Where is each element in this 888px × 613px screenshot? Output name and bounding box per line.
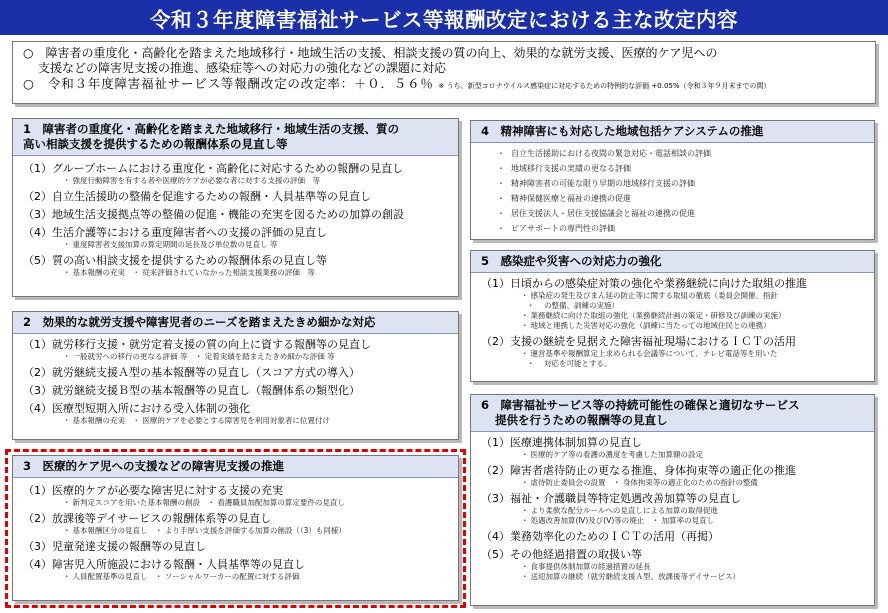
section-4-heading: 4 精神障害にも対応した地域包括ケアシステムの推進 [471, 121, 874, 143]
section-2-item-1-sub-1: ・ 一般就労への移行の更なる評価 等 ・ 定着実績を踏まえたきめ細かな評価 等 [23, 352, 452, 362]
section-5-box [470, 250, 875, 382]
section-6-item-1-sub-1: ・ 医療的ケア等の看護の濃度を考慮した加算額の設定 [481, 450, 868, 460]
section-5-item-1: （1）日頃からの感染症対策の強化や業務継続に向けた取組の推進 [481, 277, 807, 290]
section-6-item-1: （1）医療連携体制加算の見直し [481, 436, 642, 449]
section-4-bullet-2: ・ 地域移行支援の実績の更なる評価 [485, 161, 868, 176]
section-6-box [470, 394, 875, 606]
revision-rate-note: ※ うち、新型コロナウイルス感染症に対応するための特例的な評価 +0.05%（令和３年９月末までの間） [438, 82, 771, 90]
summary-line-3 [23, 76, 867, 94]
section-6-item-2-sub-1: ・ 虐待防止委員会の設置 ・ 身体拘束等の適正化のための指針の整備 [481, 478, 868, 488]
section-1-item-1-sub-1: ・ 強度行動障害を有する者や医療的ケアが必要な者に対する支援の評価 等 [23, 176, 452, 186]
section-5-item-1-sub-4: ・ 地域と連携した災害対応の強化（訓練に当たっての地域住民との連携） [481, 321, 868, 331]
section-1-item-2: （2）自立生活援助の整備を促進するための報酬・人員基準等の見直し [23, 190, 371, 203]
revision-rate: ○ 令和３年度障害福祉サービス等報酬改定の改定率：＋０．５６％ [23, 76, 434, 91]
section-2-item-4-sub-1: ・ 基本報酬の充実 ・ 医療的ケアを必要とする障害児を利用対象者に位置付け [23, 416, 452, 426]
section-3-item-4-sub-1: ・ 人員配置基準の見直し ・ ソーシャルワーカーの配置に対する評価 [23, 572, 452, 582]
section-2-item-3: （3）就労継続支援Ｂ型の基本報酬等の見直し（報酬体系の類型化） [23, 384, 360, 397]
section-5-item-1-sub-2: ・ の整備、訓練の実施） [481, 301, 868, 311]
section-1-item-5: （5）質の高い相談支援を提供するための報酬体系の見直し等 [23, 254, 327, 267]
section-2-item-1: （1）就労移行支援・就労定着支援の質の向上に資する報酬等の見直し [23, 338, 371, 351]
section-4-bullet-1: ・ 自立生活援助における夜間の緊急対応・電話相談の評価 [485, 146, 868, 161]
section-6-item-3-sub-1: ・ より柔軟な配分ルールへの見直しによる加算の取得促進 [481, 506, 868, 516]
section-5-item-1-sub-1: ・ 感染症の発生及びまん延の防止等に関する取組の徹底（委員会開催、指針 [481, 291, 868, 301]
section-4-bullet-6: ・ ピアサポートの専門性の評価 [485, 221, 868, 236]
section-1-heading-line-1: 1 障害者の重度化・高齢化を踏まえた地域移行・地域生活の支援、質の [23, 122, 399, 136]
section-2-item-2: （2）就労継続支援Ａ型の基本報酬等の見直し（スコア方式の導入） [23, 366, 360, 379]
section-6-item-4: （4）業務効率化のためのＩＣＴの活用（再掲） [481, 530, 719, 543]
section-5-item-2: （2）支援の継続を見据えた障害福祉現場におけるＩＣＴの活用 [481, 335, 796, 348]
section-1-item-3: （3）地域生活支援拠点等の整備の促進・機能の充実を図るための加算の創設 [23, 208, 404, 221]
section-4-bullet-3: ・ 精神障害者の可能な限り早期の地域移行支援の評価 [485, 176, 868, 191]
section-2-body [13, 334, 458, 426]
section-1-item-1: （1）グループホームにおける重度化・高齢化に対応するための報酬の見直し [23, 162, 404, 175]
section-6-item-5-sub-2: ・ 送迎加算の継続（就労継続支援Ａ型、放課後等デイサービス） [481, 572, 868, 582]
section-6-heading-line-2: 提供を行うための報酬等の見直し [495, 413, 668, 427]
section-6-item-2: （2）障害者虐待防止の更なる推進、身体拘束等の適正化の推進 [481, 464, 796, 477]
section-5-item-2-sub-1: ・ 運営基準や報酬算定上求められる会議等について、テレビ電話等を用いた [481, 349, 868, 359]
section-4-body [471, 143, 874, 236]
section-6-item-3: （3）福祉・介護職員等特定処遇改善加算等の見直し [481, 492, 741, 505]
section-1-box [12, 118, 459, 297]
section-6-item-5: （5）その他経過措置の取扱い等 [481, 548, 642, 561]
section-2-item-4: （4）医療型短期入所における受入体制の強化 [23, 402, 250, 415]
section-1-item-4: （4）生活介護等における重度障害者への支援の評価の見直し [23, 226, 327, 239]
section-5-body [471, 273, 874, 369]
highlight-frame [5, 449, 466, 608]
section-4-bullet-5: ・ 居住支援法人・居住支援協議会と福祉の連携の促進 [485, 206, 868, 221]
section-6-body [471, 432, 874, 582]
section-3-item-1-sub-1: ・ 新判定スコアを用いた基本報酬の創設 ・ 看護職員加配加算の算定要件の見直し [23, 498, 452, 508]
section-5-heading: 5 感染症や災害への対応力の強化 [471, 251, 874, 273]
section-4-box [470, 120, 875, 240]
summary-box [12, 41, 876, 104]
section-3-heading: 3 医療的ケア児への支援などの障害児支援の推進 [13, 456, 458, 478]
section-1-body [13, 156, 458, 278]
section-3-item-4: （4）障害児入所施設における報酬・人員基準等の見直し [23, 558, 305, 571]
section-1-heading-line-2: 高い相談支援を提供するための報酬体系の見直し等 [23, 137, 288, 151]
section-5-item-2-sub-2: ・ 対応を可能とする。 [481, 359, 868, 369]
section-6-item-5-sub-1: ・ 食事提供体制加算の経過措置の延長 [481, 562, 868, 572]
section-3-item-2-sub-1: ・ 基本報酬区分の見直し ・ より手厚い支援を評価する加算の創設（（3）も同様） [23, 526, 452, 536]
section-5-item-1-sub-3: ・ 業務継続に向けた取組の強化（業務継続計画の策定・研修及び訓練の実施） [481, 311, 868, 321]
section-2-box [12, 311, 459, 440]
section-1-heading [13, 119, 458, 156]
section-6-item-3-sub-2: ・ 処遇改善加算(Ⅳ)及び(Ⅴ)等の廃止 ・ 加算率の見直し [481, 516, 868, 526]
section-3-item-2: （2）放課後等デイサービスの報酬体系等の見直し [23, 512, 272, 525]
section-2-heading: 2 効果的な就労支援や障害児者のニーズを踏まえたきめ細かな対応 [13, 312, 458, 334]
section-6-heading-line-1: 6 障害福祉サービス等の持続可能性の確保と適切なサービス [481, 398, 800, 412]
summary-line-2: 支援などの障害児支援の推進、感染症等への対応力の強化などの課題に対応 [38, 61, 447, 75]
section-3-item-3: （3）児童発達支援の報酬等の見直し [23, 540, 206, 553]
page-title: 令和３年度障害福祉サービス等報酬改定における主な改定内容 [0, 0, 888, 35]
section-4-bullet-4: ・ 精神保健医療と福祉の連携の促進 [485, 191, 868, 206]
section-6-heading [471, 395, 874, 432]
section-1-item-5-sub-1: ・ 基本報酬の充実 ・ 従来評価されていなかった相談支援業務の評価 等 [23, 268, 452, 278]
section-3-item-1: （1）医療的ケアが必要な障害児に対する支援の充実 [23, 484, 283, 497]
section-1-item-4-sub-1: ・ 重度障害者支援加算の算定期間の延長及び単位数の見直し 等 [23, 240, 452, 250]
summary-line-1: ○ 障害者の重度化・高齢化を踏まえた地域移行・地域生活の支援、相談支援の質の向上、効果的な就労支援、医療的ケア児への [23, 46, 718, 60]
